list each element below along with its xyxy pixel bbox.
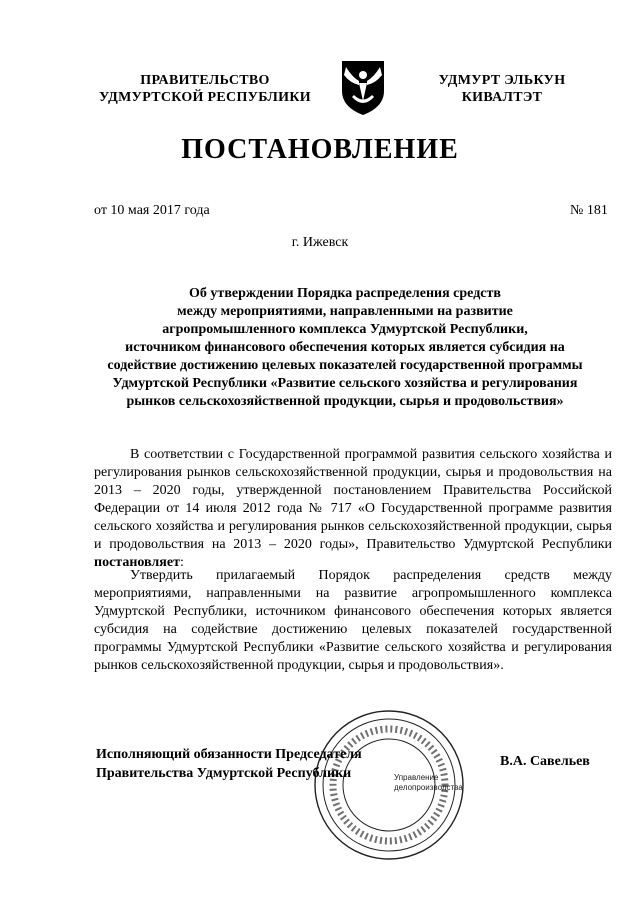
stamp-text-2: делопроизводства xyxy=(394,783,463,792)
signatory-position xyxy=(96,745,362,783)
decision-verb: постановляет xyxy=(94,555,180,570)
document-subject xyxy=(90,285,600,411)
subject-line: агропромышленного комплекса Удмуртской Республики, xyxy=(162,322,528,337)
udmurtia-emblem-icon xyxy=(332,57,394,117)
subject-line: между мероприятиями, направленными на развитие xyxy=(177,304,513,319)
subject-line: Об утверждении Порядка распределения средств xyxy=(189,286,501,301)
header-right-line2: КИВАЛТЭТ xyxy=(461,90,543,105)
position-line2: Правительства Удмуртской Республики xyxy=(96,766,352,781)
subject-line: Удмуртской Республики «Развитие сельского хозяйства и регулирования xyxy=(112,376,578,391)
paragraph-text: В соответствии с Государственной программой развития сельского хозяйства и регулирования рынков сельскохозяйственной продукции, сырья и продовольствия на 2013 – 2020 годы, утвержденной постановлением Правительства Российской Федерации от 14 июля 2012 года № 717 «О Государственной программе развития сельского хозяйства и регулирования рынков сельскохозяйственной продукции, сырья и продовольствия на 2013 – 2020 годы», Правительство Удмуртской Республики xyxy=(94,447,612,552)
body-paragraph-1 xyxy=(94,446,612,572)
subject-line: источником финансового обеспечения которых является субсидия на xyxy=(125,340,565,355)
document-date: от 10 мая 2017 года xyxy=(94,203,210,218)
header-left-line1: ПРАВИТЕЛЬСТВО xyxy=(140,73,270,88)
document-title: ПОСТАНОВЛЕНИЕ xyxy=(181,134,459,165)
document-city: г. Ижевск xyxy=(291,235,349,250)
header-left-line2: УДМУРТСКОЙ РЕСПУБЛИКИ xyxy=(99,90,311,105)
government-name-russian xyxy=(80,72,330,106)
official-stamp xyxy=(310,706,468,864)
government-name-udmurt xyxy=(418,72,586,106)
position-line1: Исполняющий обязанности Председателя xyxy=(96,747,362,762)
stamp-text-1: Управление xyxy=(394,773,439,782)
document-number: № 181 xyxy=(570,203,608,218)
header-right-line1: УДМУРТ ЭЛЬКУН xyxy=(438,73,566,88)
paragraph-end: : xyxy=(179,555,184,570)
signatory-name: В.А. Савельев xyxy=(500,754,590,769)
body-paragraph-2: Утвердить прилагаемый Порядок распределения средств между мероприятиями, направленными на развитие агропромышленного комплекса Удмуртской Республики, источником финансового обеспечения которых является субсидия на содействие достижению целевых показателей государственной программы Удмуртской Республики «Развитие сельского хозяйства и регулирования рынков сельскохозяйственной продукции, сырья и продовольствия». xyxy=(94,568,612,673)
subject-line: содействие достижению целевых показателей государственной программы xyxy=(107,358,583,373)
subject-line: рынков сельскохозяйственной продукции, сырья и продовольствия» xyxy=(126,394,564,409)
